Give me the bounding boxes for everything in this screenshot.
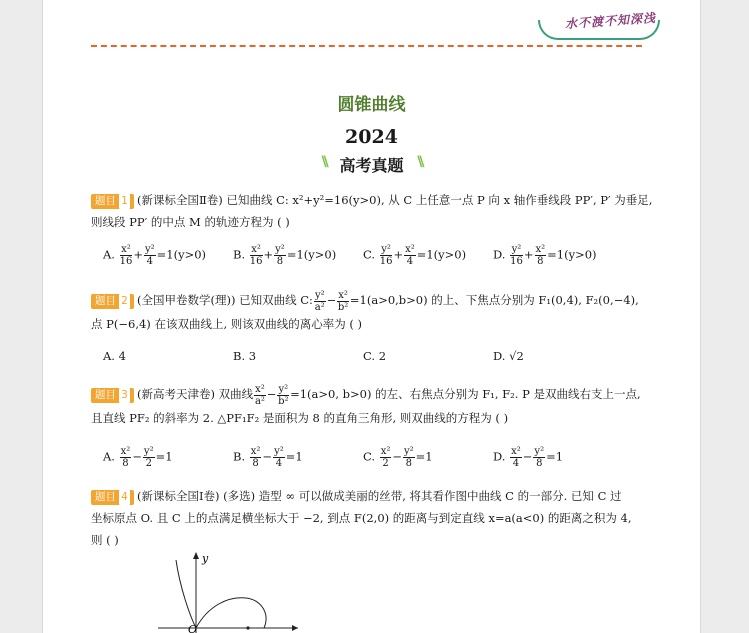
question-4 [91, 485, 661, 551]
section-subtitle: \\ 高考真题 \\ [321, 153, 421, 176]
option-c[interactable]: C. $\frac{\text{y²}}{16}$ + $\frac{\text{x²}}{4}$ =1(y>0) [363, 244, 467, 267]
question-text: 坐标原点 O. 且 C 上的点满足横坐标大于 −2, 到点 F(2,0) 的距离与到定直线 x=a(a<0) 的距离之积为 4, [91, 511, 632, 525]
brand-logo: 水不渡不知深浅 [564, 10, 657, 32]
question-text: 且直线 PF₂ 的斜率为 2. △PF₁F₂ 是面积为 8 的直角三角形, 则双曲线的方程为 ( ) [91, 410, 509, 425]
question-text: 则线段 PP′ 的中点 M 的轨迹方程为 ( ) [91, 215, 290, 229]
curve-c [176, 560, 266, 628]
option-b[interactable]: B. $\frac{\text{x²}}{16}$ + $\frac{\text{y²}}{8}$ =1(y>0) [233, 244, 337, 267]
option-d[interactable]: D. $\frac{\text{y²}}{16}$ + $\frac{\text{x²}}{8}$ =1(y>0) [493, 244, 597, 267]
curve-figure [158, 548, 298, 633]
option-b[interactable]: B. $\frac{\text{x²}}{8}$ − $\frac{\text{y²}}{4}$ =1 [233, 446, 303, 469]
option-b[interactable]: B. 3 [233, 349, 257, 363]
y-axis-label: y [202, 552, 209, 565]
header-divider [91, 45, 642, 47]
option-a[interactable]: A. 4 [103, 349, 126, 363]
question-text: (新课标全国Ⅱ卷) 已知曲线 C: x²+y²=16(y>0), 从 C 上任意一点 P 向 x 轴作垂线段 PP′, P′ 为垂足, [137, 193, 653, 207]
option-a[interactable]: A. $\frac{\text{x²}}{16}$ + $\frac{\text{y²}}{4}$ =1(y>0) [103, 244, 207, 267]
question-badge: 题目 3 [91, 388, 134, 403]
page-title: 圆锥曲线 [337, 95, 406, 115]
option-d[interactable]: D. √2 [493, 349, 524, 363]
question-text: (新课标全国Ⅰ卷) (多选) 造型 ∞ 可以做成美丽的丝带, 将其看作图中曲线 C 的一部分. 已知 C 过 [137, 489, 622, 503]
question-1 [91, 189, 661, 233]
y-axis-arrow [193, 552, 199, 559]
option-d[interactable]: D. $\frac{\text{x²}}{4}$ − $\frac{\text{y²}}{8}$ =1 [493, 446, 564, 469]
question-2: 题目 2 (全国甲卷数学(理)) 已知双曲线 C: $\frac{\text{y²}}{\text{a²}}$ − $\frac{\text{x²}}{\text{b²}}$ =1(a>0,b>0) 的上、下焦点分别为 F₁(0,4), F₂(0,−4), 点 P(−6,4) 在该双曲线上, 则该双曲线的离心率为 ( ) [91, 289, 661, 335]
option-a[interactable]: A. $\frac{\text{x²}}{8}$ − $\frac{\text{y²}}{2}$ =1 [103, 446, 173, 469]
question-text: 则 ( ) [91, 533, 119, 547]
option-c[interactable]: C. 2 [363, 349, 387, 363]
year-heading: 2024 [345, 126, 398, 148]
origin-label: O [188, 623, 198, 633]
question-badge: 题目 4 [91, 490, 134, 505]
question-badge: 题目 2 [91, 294, 134, 309]
document-page [42, 0, 701, 633]
question-3: 题目 3 (新高考天津卷) 双曲线 $\frac{\text{x²}}{\text{a²}}$ − $\frac{\text{y²}}{\text{b²}}$ =1(a>0, b>0) 的左、右焦点分别为 F₁, F₂. P 是双曲线右支上一点, 且直线 PF₂ 的斜率为 2. △PF₁F₂ 是面积为 8 的直角三角形, 则双曲线的方程为 ( ) [91, 383, 661, 429]
focus-point [246, 626, 249, 629]
x-axis-arrow [292, 625, 298, 631]
question-badge: 题目 1 [91, 194, 134, 209]
question-text: 点 P(−6,4) 在该双曲线上, 则该双曲线的离心率为 ( ) [91, 316, 363, 331]
option-c[interactable]: C. $\frac{\text{x²}}{2}$ − $\frac{\text{y²}}{8}$ =1 [363, 446, 433, 469]
